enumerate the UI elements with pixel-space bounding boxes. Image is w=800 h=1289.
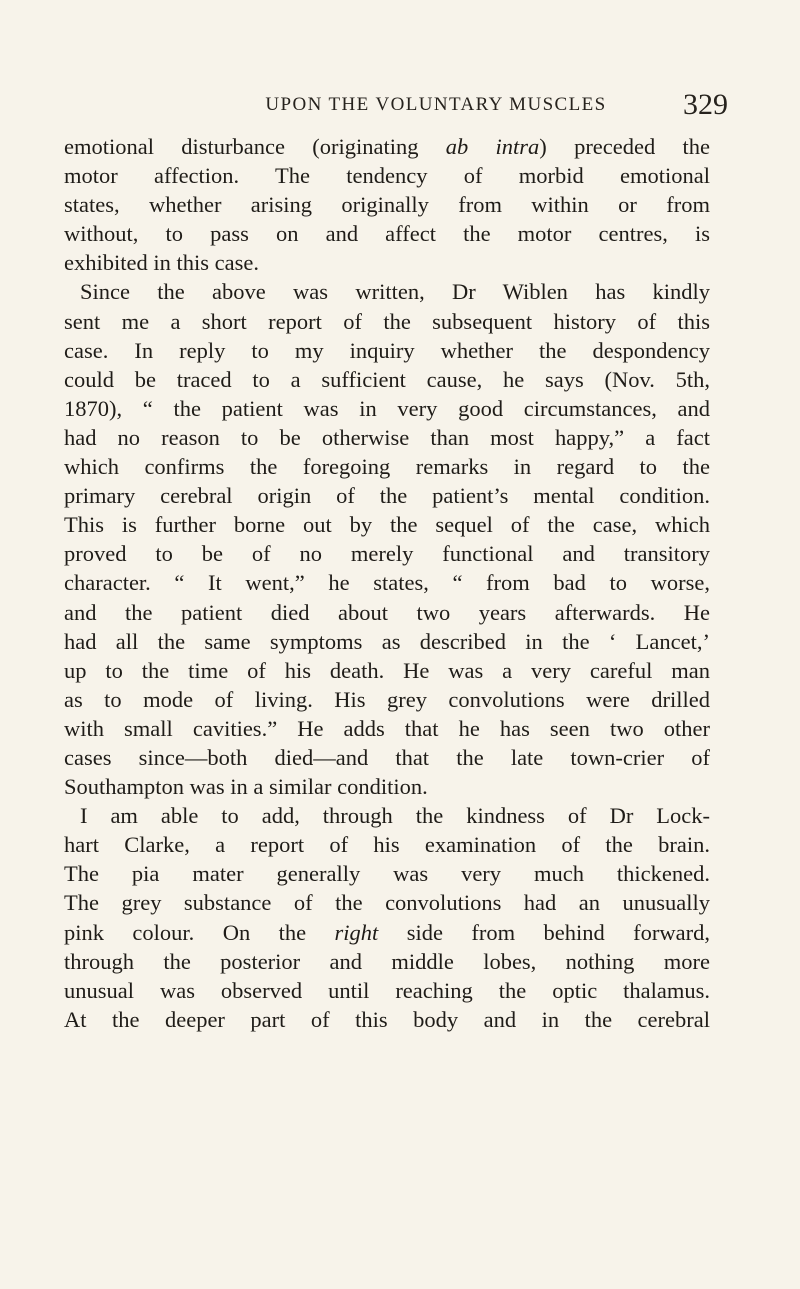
text-line: At the deeper part of this body and in the cerebral: [64, 1006, 710, 1032]
text-line: as to mode of living. His grey convolutions were drilled: [64, 686, 710, 712]
text-line: hart Clarke, a report of his examination of the brain.: [64, 832, 710, 858]
italic-phrase: ab intra: [445, 134, 540, 159]
paragraph: [64, 277, 710, 801]
text-line: proved to be of no merely functional and transitory: [64, 541, 710, 567]
running-title: UPON THE VOLUNTARY MUSCLES: [265, 94, 607, 115]
text-line: sent me a short report of the subsequent history of this: [64, 308, 710, 334]
text-line: which confirms the foregoing remarks in regard to the: [64, 454, 710, 480]
text-line: Since the above was written, Dr Wiblen has kindly: [80, 279, 710, 305]
italic-phrase: right: [334, 919, 379, 945]
text-line: 1870), “ the patient was in very good circumstances, and: [64, 395, 710, 421]
text-line: could be traced to a sufficient cause, he says (Nov. 5th,: [64, 366, 710, 392]
text-line: with small cavities.” He adds that he has seen two other: [64, 715, 710, 741]
text-line: cases since—both died—and that the late town-crier of: [64, 744, 710, 770]
text-line: The grey substance of the convolutions had an unusually: [64, 890, 710, 916]
text-line: emotional disturbance (originating ab intra) preceded the: [64, 134, 711, 159]
text-line: had all the same symptoms as described in the ‘ Lancet,’: [64, 628, 710, 654]
text-line: The pia mater generally was very much thickened.: [64, 861, 710, 887]
text-line: had no reason to be otherwise than most happy,” a fact: [64, 424, 710, 450]
text-line: and the patient died about two years afterwards. He: [64, 599, 710, 625]
paragraph: [64, 132, 710, 277]
paragraph: [64, 801, 710, 1034]
text-line: character. “ It went,” he states, “ from bad to worse,: [64, 570, 710, 596]
text-line: pink colour. On the right side from behind forward,: [64, 919, 710, 945]
text-line: Southampton was in a similar condition.: [64, 774, 428, 800]
text-line: up to the time of his death. He was a very careful man: [64, 657, 710, 683]
text-line: exhibited in this case.: [64, 250, 259, 276]
text-line: I am able to add, through the kindness of Dr Lock-: [80, 803, 710, 829]
page-number: 329: [683, 88, 728, 121]
page-header: [64, 88, 736, 124]
text-line: without, to pass on and affect the motor centres, is: [64, 221, 710, 247]
text-line: motor affection. The tendency of morbid emotional: [64, 163, 710, 189]
text-line: states, whether arising originally from within or from: [64, 192, 710, 218]
text-line: primary cerebral origin of the patient’s mental condition.: [64, 483, 710, 509]
text-line: This is further borne out by the sequel of the case, which: [64, 512, 710, 538]
body-text: [64, 132, 710, 1034]
text-line: through the posterior and middle lobes, nothing more: [64, 948, 710, 974]
text-line: case. In reply to my inquiry whether the despondency: [64, 337, 710, 363]
text-line: unusual was observed until reaching the optic thalamus.: [64, 977, 710, 1003]
